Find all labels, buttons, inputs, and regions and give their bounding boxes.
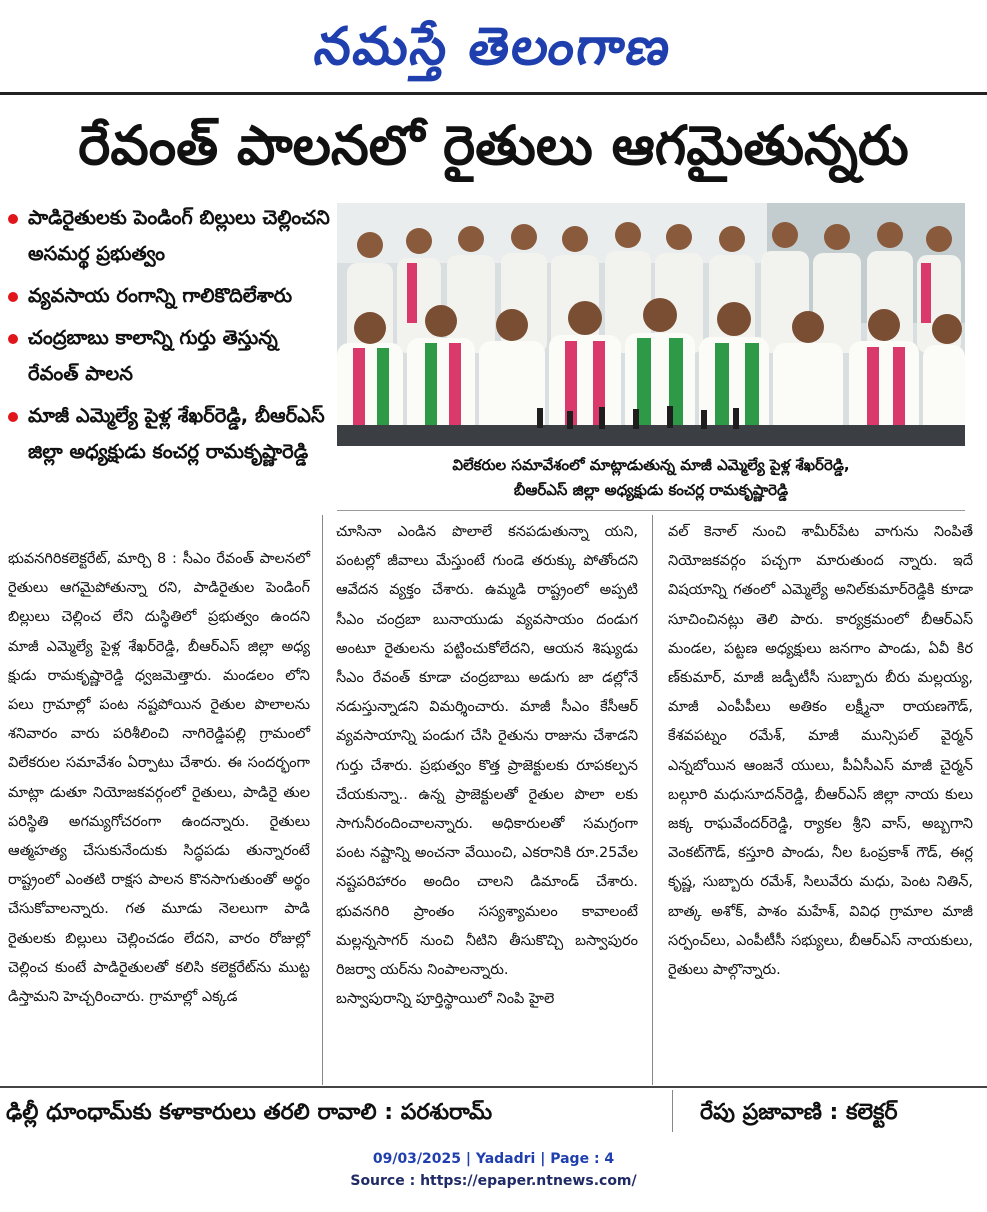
bullet-icon [8,334,18,344]
newspaper-logo: నమస్తే తెలంగాణ [310,17,677,77]
photo-caption [337,449,965,511]
masthead [0,8,987,86]
highlight-text: మాజీ ఎమ్మెల్యే పైళ్ల శేఖర్‌రెడ్డి, బీఆర్‌ఎస్‌ జిల్లా అధ్యక్షుడు కంచర్ల రామకృష్ణారెడ్డి [28,404,325,463]
highlights-list [6,200,331,476]
column-divider [322,515,323,1085]
press-meet-photo [337,203,965,446]
press-meet-photo-illustration [337,203,965,446]
page-footer [0,1148,987,1192]
masthead-divider [0,92,987,95]
article-column-2: చూసినా ఎండిన పొలాలే కనపడుతున్నా యని, పంటల్లో జీవాలు మేస్తుంటే గుండె తరుక్కు పోతోందని ఆవేదన వ్యక్తం చేశారు. ఉమ్మడి రాష్ట్రంలో అప్పటి సీఎం చంద్రబా బునాయుడు వ్యవసాయం దండుగ అంటూ రైతులను పట్టించుకోలేదని, ఆయన శిష్యుడు సీఎం రేవంత్‌ కూడా చంద్రబాబు అడుగు జా డల్లోనే నడుస్తున్నాడని విమర్శించారు. మాజీ సీఎం కేసీఆర్‌ వ్యవసాయాన్ని పండుగ చేసి రైతును రాజును చేశాడని గుర్తు చేశారు. ప్రభుత్వం కొత్త ప్రాజెక్టులకు రూపకల్పన చేయకున్నా.. ఉన్న ప్రాజెక్టులతో రైతుల పొలా లకు సాగునీరందించాలన్నారు. అధికారులతో సమగ్రంగా పంట నష్టాన్ని అంచనా వేయించి, ఎకరానికి రూ.25వేల నష్టపరిహారం అందిం చాలని డిమాండ్‌ చేశారు. భువనగిరి ప్రాంతం సస్యశ్యామలం కావాలంటే మల్లన్నసాగర్‌ నుంచి నీటిని తీసుకొచ్చి బస్వాపురం రిజర్వా యర్‌ను నింపాలన్నారు. బస్వాపురాన్ని పూర్తిస్థాయిలో నింపి హైలె [336,524,638,1008]
bullet-icon [8,292,18,302]
column-divider [652,515,653,1085]
highlight-text: పాడిరైతులకు పెండింగ్‌ బిల్లులు చెల్లించని అసమర్థ ప్రభుత్వం [28,206,330,265]
caption-line-1: విలేకరుల సమావేశంలో మాట్లాడుతున్న మాజీ ఎమ్మెల్యే పైళ్ల శేఖర్‌రెడ్డి, [452,456,850,474]
article-column-1: భువనగిరికలెక్టరేట్‌, మార్చి 8 : సీఎం రేవంత్‌ పాలనలో రైతులు ఆగమైపోతున్నా రని, పాడిరైతుల పెండింగ్‌ బిల్లులు చెల్లించ లేని దుస్థితిలో ప్రభుత్వం ఉందని మాజీ ఎమ్మెల్యే పైళ్ల శేఖర్‌రెడ్డి, బీఆర్‌ఎస్‌ జిల్లా అధ్య క్షుడు రామకృష్ణారెడ్డి ధ్వజమెత్తారు. మండలం లోని పలు గ్రామాల్లో పంట నష్టపోయిన రైతుల పొలాలను శనివారం వారు పరిశీలించి నాగిరెడ్డిపల్లి గ్రామంలో విలేకరుల సమావేశం ఏర్పాటు చేశారు. ఈ సందర్భంగా మాట్లా డుతూ నియోజకవర్గంలో రైతులు, పాడిరై తుల పరిస్థితి అగమ్యగోచరంగా ఉందన్నారు. రైతులు ఆత్మహత్య చేసుకునేందుకు సిద్ధపడు తున్నారంటే రాష్ట్రంలో ఎంతటి రాక్షస పాలన కొనసాగుతుంతో అర్థం చేసుకోవాలన్నారు. గత మూడు నెలలుగా పాడి రైతులకు బిల్లులు చెల్లించడం లేదని, వారం రోజుల్లో చెల్లించ కుంటే పాడిరైతులతో కలిసి కలెక్టరేట్‌ను ముట్ట డిస్తామని హెచ్చరించారు. గ్రామాల్లో ఎక్కడ [8,551,310,1006]
article-column-3: వల్‌ కెనాల్‌ నుంచి శామీర్‌పేట వాగును నింపితే నియోజకవర్గం పచ్చగా మారుతుంద న్నారు. ఇదే విషయాన్ని గతంలో ఎమ్మెల్యే అనిల్‌కుమార్‌రెడ్డికి కూడా సూచించినట్లు తెలి పారు. కార్యక్రమంలో బీఆర్‌ఎస్‌ మండల, పట్టణ అధ్యక్షులు జనగాం పాండు, ఏవీ కిర ణ్‌కుమార్‌, మాజీ జడ్పీటీసీ సుబ్బారు బీరు మల్లయ్య, మాజీ ఎంపీపీలు అతికం లక్ష్మీనా రాయణగౌడ్‌, కేశవపట్నం రమేశ్‌, మాజీ మున్సిపల్‌ వైర్మన్‌ ఎన్నబోయిన ఆంజనే యులు, పీఏసీఎస్‌ మాజీ చైర్మన్‌ బల్గూరి మధుసూదన్‌రెడ్డి, బీఆర్‌ఎస్‌ జిల్లా నాయ కులు జక్క రాఘవేందర్‌రెడ్డి, ర్యాకల శ్రీని వాస్‌, అబ్బగాని వెంకట్‌గౌడ్‌, కస్తూరి పాండు, నీల ఓంప్రకాశ్‌ గౌడ్‌, ఈర్ల కృష్ణ, సుబ్బారు రమేశ్‌, సిలువేరు మధు, పెంట నితిన్‌, బాత్క అశోక్‌, పాశం మహేశ్‌, వివిధ గ్రామాల మాజీ సర్పంచ్‌లు, ఎంపీటీసీ సభ్యులు, బీఆర్‌ఎస్‌ నాయకులు, రైతులు పాల్గొన్నారు. [668,524,973,979]
main-headline: రేవంత్‌ పాలనలో రైతులు ఆగమైతున్నరు [78,114,909,177]
bullet-icon [8,412,18,422]
footer-edition-info: 09/03/2025 | Yadadri | Page : 4 [372,1151,615,1167]
bottom-headline-right: రేపు ప్రజావాణి : కలెక్టర్‌ [700,1100,898,1125]
bottom-headline-left: ఢిల్లీ ధూంధామ్‌కు కళాకారులు తరలి రావాలి : పరశురామ్‌ [6,1100,493,1125]
highlight-item [6,278,331,314]
bottom-column-divider [672,1090,673,1132]
highlight-text: చంద్రబాబు కాలాన్ని గుర్తు తెస్తున్న రేవంత్‌ పాలన [28,326,278,385]
caption-line-2: బీఆర్‌ఎస్‌ జిల్లా అధ్యక్షుడు కంచర్ల రామకృష్ణారెడ్డి [513,481,789,499]
footer-source-link[interactable]: Source : https://epaper.ntnews.com/ [350,1173,637,1189]
bullet-icon [8,214,18,224]
highlight-text: వ్యవసాయ రంగాన్ని గాలికొదిలేశారు [28,284,293,307]
highlight-item [6,200,331,272]
highlight-item [6,320,331,392]
highlight-item [6,398,331,470]
bottom-divider [0,1086,987,1088]
